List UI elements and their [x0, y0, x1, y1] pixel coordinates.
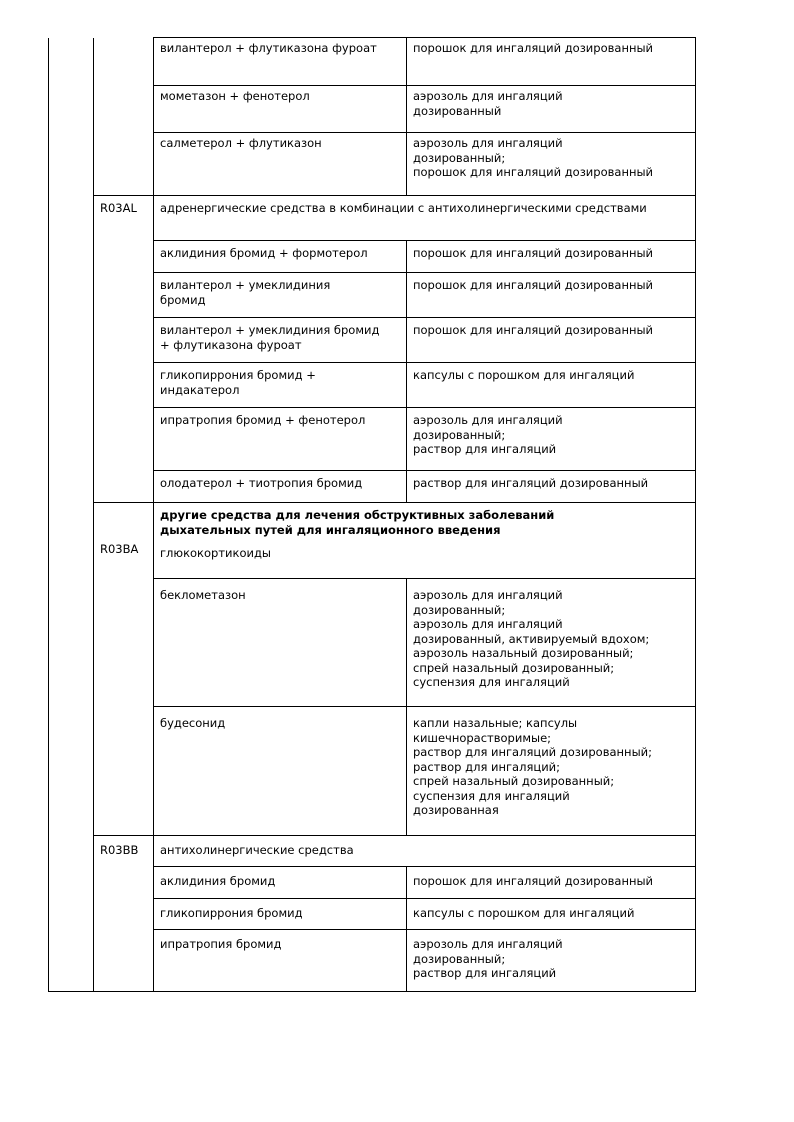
- atc-code: R03AL: [100, 201, 137, 215]
- table-cell-code: [94, 930, 154, 992]
- dosage-form-line: порошок для ингаляций дозированный: [413, 165, 654, 179]
- table-cell-code: [94, 471, 154, 503]
- group-title: антихолинергические средства: [160, 843, 354, 857]
- table-cell-code: [94, 899, 154, 930]
- table-cell-blank: [49, 899, 94, 930]
- drug-name-cell: [154, 867, 407, 899]
- drug-name-cell: [154, 930, 407, 992]
- dosage-form-line: раствор для ингаляций дозированный: [413, 476, 649, 490]
- dosage-form-line: капсулы с порошком для ингаляций: [413, 906, 635, 920]
- drug-name-cell: [154, 133, 407, 196]
- table-cell-code: [94, 363, 154, 408]
- drug-name: беклометазон: [160, 588, 246, 602]
- dosage-form-cell: [407, 579, 696, 707]
- table-row: [49, 899, 696, 930]
- atc-code: R03BB: [100, 843, 139, 857]
- drug-name: вилантерол + умеклидиния бромид: [160, 278, 331, 307]
- dosage-form-line: дозированный: [413, 103, 502, 118]
- dosage-form-line: порошок для ингаляций дозированный: [413, 323, 654, 337]
- table-row: [49, 707, 696, 836]
- dosage-form-cell: [407, 363, 696, 408]
- table-cell-blank: [49, 86, 94, 133]
- dosage-form-line: капли назальные; капсулы: [413, 716, 578, 730]
- dosage-form-line: дозированный, активируемый вдохом;: [413, 631, 650, 646]
- dosage-form-cell: [407, 408, 696, 471]
- dosage-form-line: дозированный;: [413, 427, 506, 442]
- table-row: [49, 273, 696, 318]
- dosage-form-line: порошок для ингаляций дозированный: [413, 246, 654, 260]
- dosage-form-cell: [407, 707, 696, 836]
- table-row: [49, 318, 696, 363]
- table-cell-blank: [49, 503, 94, 579]
- drug-name: вилантерол + умеклидиния бромид + флутиказона фуроат: [160, 323, 380, 352]
- dosage-form-cell: [407, 471, 696, 503]
- drug-name-cell: [154, 408, 407, 471]
- drug-name: мометазон + фенотерол: [160, 89, 310, 103]
- dosage-form-line: аэрозоль для ингаляций: [413, 136, 563, 150]
- atc-code-cell: [94, 196, 154, 241]
- group-header-row: [49, 196, 696, 241]
- group-title-cell: [154, 836, 696, 867]
- drug-name-cell: [154, 273, 407, 318]
- dosage-form-line: аэрозоль назальный дозированный;: [413, 646, 634, 660]
- drug-name-cell: [154, 707, 407, 836]
- dosage-form-line: аэрозоль для ингаляций: [413, 89, 563, 103]
- table-cell-blank: [49, 318, 94, 363]
- drug-name: аклидиния бромид: [160, 874, 276, 888]
- table-cell-blank: [49, 38, 94, 86]
- drug-name-cell: [154, 471, 407, 503]
- dosage-form-cell: [407, 273, 696, 318]
- dosage-form-line: раствор для ингаляций дозированный;: [413, 745, 652, 759]
- table-cell-code: [94, 273, 154, 318]
- dosage-form-line: аэрозоль для ингаляций: [413, 588, 563, 602]
- group-header-row: [49, 836, 696, 867]
- table-row: [49, 471, 696, 503]
- group-title: другие средства для лечения обструктивных заболеваний дыхательных путей для ингаляционного введения: [160, 508, 555, 537]
- dosage-form-line: суспензия для ингаляций: [413, 675, 570, 689]
- table-row: [49, 408, 696, 471]
- dosage-form-cell: [407, 930, 696, 992]
- drug-name-cell: [154, 241, 407, 273]
- table-row: [49, 930, 696, 992]
- drug-name: ипратропия бромид: [160, 937, 282, 951]
- table-cell-code: [94, 867, 154, 899]
- group-subtitle: глюкокортикоиды: [160, 546, 271, 560]
- atc-code: R03BA: [100, 542, 139, 556]
- drug-name-cell: [154, 86, 407, 133]
- table-cell-code: [94, 241, 154, 273]
- dosage-form-cell: [407, 867, 696, 899]
- dosage-form-line: кишечнорастворимые;: [413, 730, 552, 745]
- drug-name-cell: [154, 579, 407, 707]
- table-cell-blank: [49, 196, 94, 241]
- table-cell-code: [94, 318, 154, 363]
- table-row: [49, 363, 696, 408]
- table-cell-code: [94, 86, 154, 133]
- table-cell-code: [94, 38, 154, 86]
- table-cell-blank: [49, 471, 94, 503]
- dosage-form-line: суспензия для ингаляций: [413, 788, 570, 803]
- dosage-form-line: аэрозоль для ингаляций: [413, 617, 563, 631]
- table-cell-blank: [49, 273, 94, 318]
- dosage-form-cell: [407, 318, 696, 363]
- dosage-form-cell: [407, 899, 696, 930]
- drug-name: гликопиррония бромид + индакатерол: [160, 368, 316, 397]
- dosage-form-line: порошок для ингаляций дозированный: [413, 278, 654, 292]
- table-cell-blank: [49, 241, 94, 273]
- table-cell-blank: [49, 836, 94, 867]
- table-cell-code: [94, 408, 154, 471]
- table-cell-blank: [49, 707, 94, 836]
- drug-name-cell: [154, 899, 407, 930]
- atc-code-cell: [94, 836, 154, 867]
- table-row: [49, 133, 696, 196]
- table-cell-blank: [49, 579, 94, 707]
- group-title-cell: [154, 196, 696, 241]
- table-row: [49, 579, 696, 707]
- dosage-form-line: раствор для ингаляций: [413, 966, 557, 980]
- drug-name: гликопиррония бромид: [160, 906, 303, 920]
- table-row: [49, 38, 696, 86]
- dosage-form-line: раствор для ингаляций: [413, 442, 557, 456]
- dosage-form-line: дозированный;: [413, 150, 506, 165]
- dosage-form-line: спрей назальный дозированный;: [413, 774, 615, 788]
- drug-name-cell: [154, 38, 407, 86]
- drug-name: ипратропия бромид + фенотерол: [160, 413, 366, 427]
- dosage-form-line: дозированный;: [413, 951, 506, 966]
- dosage-form-cell: [407, 133, 696, 196]
- drug-name-cell: [154, 363, 407, 408]
- table-cell-blank: [49, 867, 94, 899]
- drug-name: аклидиния бромид + формотерол: [160, 246, 368, 260]
- dosage-form-line: аэрозоль для ингаляций: [413, 413, 563, 427]
- dosage-form-line: капсулы с порошком для ингаляций: [413, 368, 635, 382]
- group-header-row: [49, 503, 696, 579]
- dosage-form-line: дозированная: [413, 803, 499, 817]
- dosage-form-line: дозированный;: [413, 602, 506, 617]
- table-cell-blank: [49, 133, 94, 196]
- dosage-form-line: порошок для ингаляций дозированный: [413, 41, 654, 55]
- table-row: [49, 867, 696, 899]
- drug-name: салметерол + флутиказон: [160, 136, 322, 150]
- group-title: адренергические средства в комбинации с антихолинергическими средствами: [160, 201, 647, 215]
- table-cell-code: [94, 707, 154, 836]
- dosage-form-line: аэрозоль для ингаляций: [413, 937, 563, 951]
- table-cell-code: [94, 579, 154, 707]
- drug-name-cell: [154, 318, 407, 363]
- dosage-form-line: раствор для ингаляций;: [413, 759, 561, 774]
- table-cell-blank: [49, 408, 94, 471]
- dosage-form-cell: [407, 86, 696, 133]
- drug-name: вилантерол + флутиказона фуроат: [160, 41, 377, 55]
- dosage-form-line: порошок для ингаляций дозированный: [413, 874, 654, 888]
- dosage-form-cell: [407, 241, 696, 273]
- drug-name: будесонид: [160, 716, 226, 730]
- atc-code-cell: [94, 503, 154, 579]
- table-cell-blank: [49, 930, 94, 992]
- dosage-form-cell: [407, 38, 696, 86]
- table-cell-blank: [49, 363, 94, 408]
- dosage-form-line: спрей назальный дозированный;: [413, 660, 615, 675]
- drug-table: [48, 37, 696, 992]
- group-title-cell: [154, 503, 696, 579]
- table-row: [49, 241, 696, 273]
- table-cell-code: [94, 133, 154, 196]
- table-row: [49, 86, 696, 133]
- drug-name: олодатерол + тиотропия бромид: [160, 476, 363, 490]
- spacer: [160, 537, 691, 546]
